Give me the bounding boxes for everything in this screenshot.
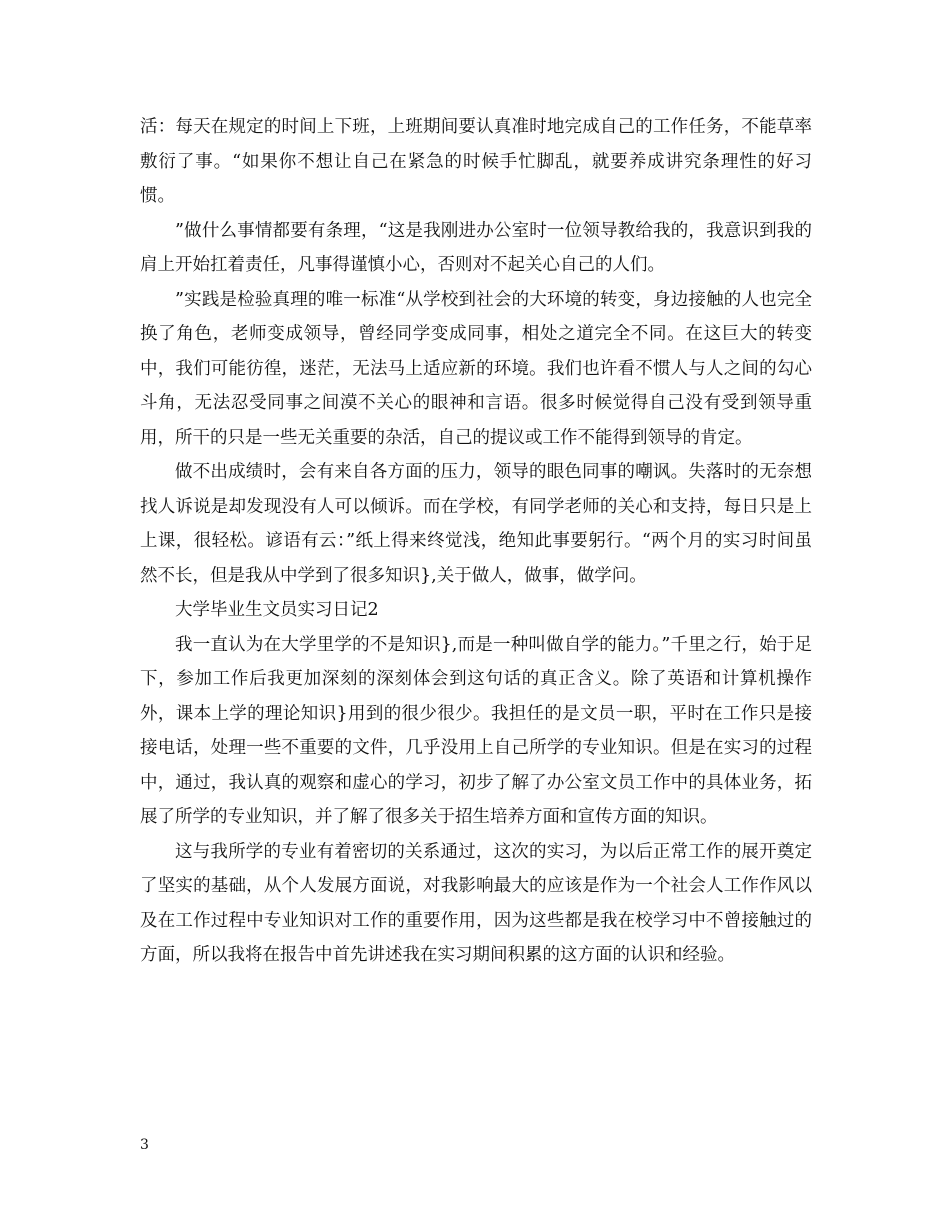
paragraph-4: 做不出成绩时，会有来自各方面的压力，领导的眼色同事的嘲讽。失落时的无奈想找人诉说是却发现没有人可以倾诉。而在学校，有同学老师的关心和支持，每日只是上上课，很轻松。谚语有云：”纸上得来终觉浅，绝知此事要躬行。“两个月的实习时间虽然不长，但是我从中学到了很多知识},关于做人，做事，做学问。 bbox=[140, 462, 812, 586]
body-text bbox=[140, 110, 812, 973]
paragraph-3: ”实践是检验真理的唯一标准“从学校到社会的大环境的转变，身边接触的人也完全换了角色，老师变成领导，曾经同学变成同事，相处之道完全不同。在这巨大的转变中，我们可能彷徨，迷茫，无法马上适应新的环境。我们也许看不惯人与人之间的勾心斗角，无法忍受同事之间漠不关心的眼神和言语。很多时候觉得自己没有受到领导重用，所干的只是一些无关重要的杂活，自己的提议或工作不能得到领导的肯定。 bbox=[140, 289, 812, 448]
paragraph-5: 我一直认为在大学里学的不是知识},而是一种叫做自学的能力。”千里之行，始于足下，参加工作后我更加深刻的深刻体会到这句话的真正含义。除了英语和计算机操作外，课本上学的理论知识}用到的很少很少。我担任的是文员一职，平时在工作只是接接电话，处理一些不重要的文件，几乎没用上自己所学的专业知识。但是在实习的过程中，通过，我认真的观察和虚心的学习，初步了解了办公室文员工作中的具体业务，拓展了所学的专业知识，并了解了很多关于招生培养方面和宣传方面的知识。 bbox=[140, 634, 812, 827]
page-number: 3 bbox=[140, 1137, 149, 1153]
paragraph-2: ”做什么事情都要有条理，“这是我刚进办公室时一位领导教给我的，我意识到我的肩上开始扛着责任，凡事得谨慎小心，否则对不起关心自己的人们。 bbox=[140, 220, 812, 275]
paragraph-6: 这与我所学的专业有着密切的关系通过，这次的实习，为以后正常工作的展开奠定了坚实的基础，从个人发展方面说，对我影响最大的应该是作为一个社会人工作作风以及在工作过程中专业知识对工作的重要作用，因为这些都是我在校学习中不曾接触过的方面，所以我将在报告中首先讲述我在实习期间积累的这方面的认识和经验。 bbox=[140, 841, 812, 965]
paragraph-1: 活：每天在规定的时间上下班，上班期间要认真准时地完成自己的工作任务，不能草率敷衍了事。“如果你不想让自己在紧急的时候手忙脚乱，就要养成讲究条理性的好习惯。 bbox=[140, 117, 812, 206]
section-heading: 大学毕业生文员实习日记2 bbox=[175, 600, 379, 620]
